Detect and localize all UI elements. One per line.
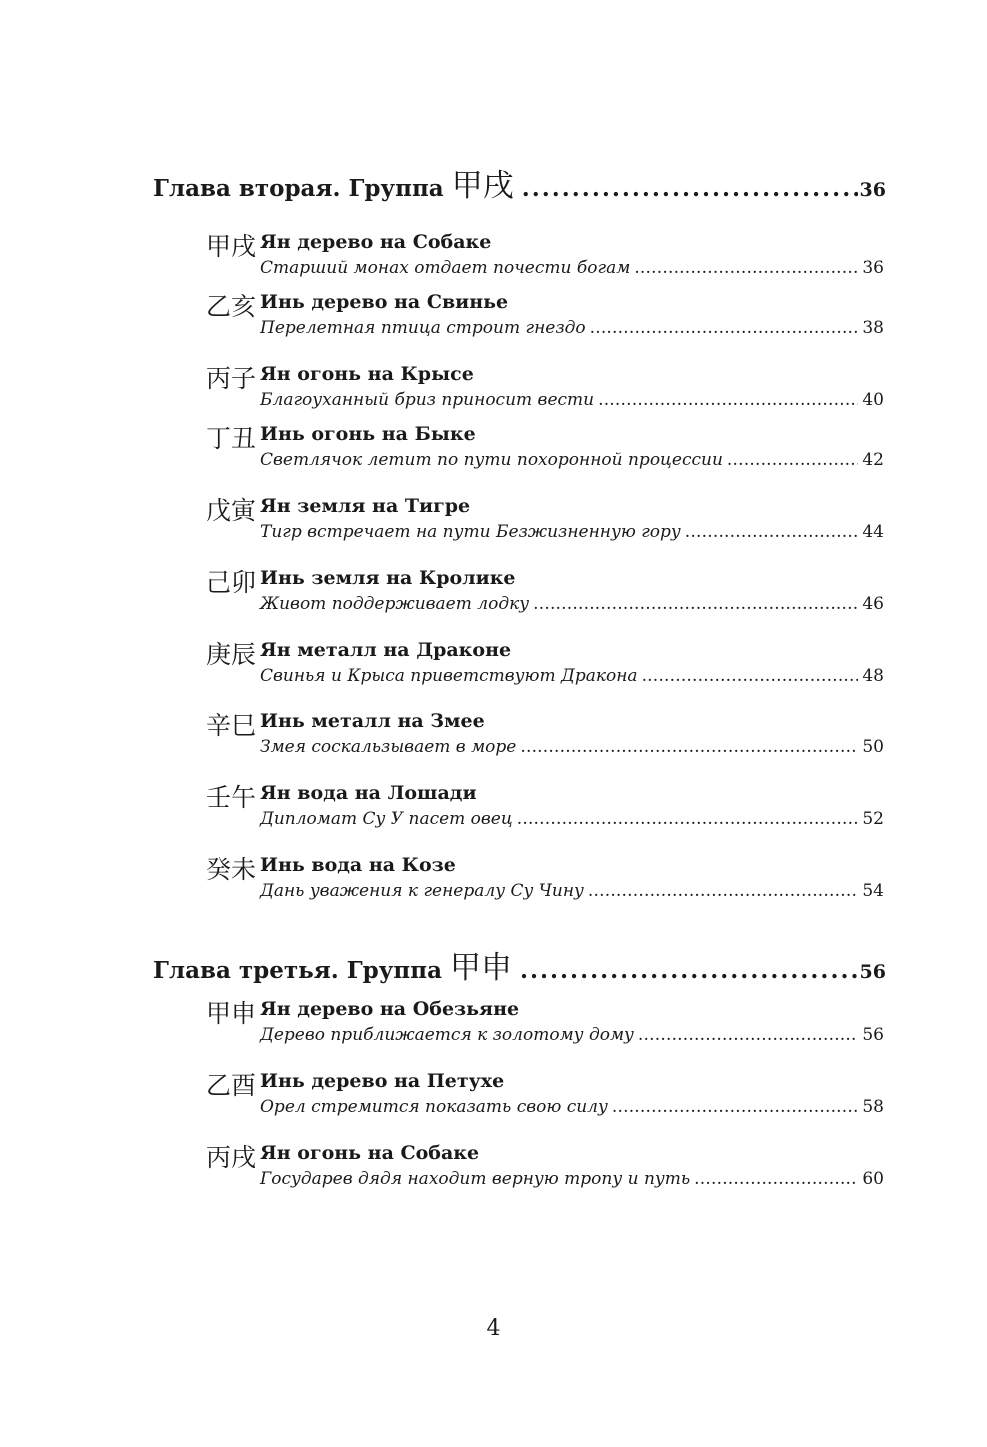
entry-hanzi: 甲申 xyxy=(205,999,256,1028)
entry-heading: Инь огонь на Быке xyxy=(260,423,476,445)
entry-subtitle: Старший монах отдает почести богам xyxy=(260,258,631,278)
entry-page-number: 48 xyxy=(862,666,884,686)
entry-hanzi: 庚辰 xyxy=(205,640,256,669)
entry-subtitle: Государев дядя находит верную тропу и путь xyxy=(260,1169,691,1189)
chapter-heading xyxy=(153,942,886,987)
entry-page-number: 36 xyxy=(862,258,884,278)
entry-hanzi: 甲戌 xyxy=(205,232,256,261)
entry-line xyxy=(260,1097,884,1117)
entry-heading: Инь металл на Змее xyxy=(260,710,485,732)
entry-line xyxy=(260,258,884,278)
dot-leader xyxy=(612,1097,858,1117)
entry-hanzi: 丁丑 xyxy=(205,424,256,453)
entry-hanzi: 丙戌 xyxy=(205,1143,256,1172)
entry-hanzi: 己卯 xyxy=(205,568,256,597)
entry-page-number: 44 xyxy=(862,522,884,542)
entry-subtitle: Змея соскальзывает в море xyxy=(260,737,517,757)
entry-subtitle: Дипломат Су У пасет овец xyxy=(260,809,513,829)
dot-leader xyxy=(642,666,859,686)
entry-hanzi: 丙子 xyxy=(205,364,256,393)
dot-leader xyxy=(590,318,859,338)
dot-leader xyxy=(727,450,858,470)
entry-line xyxy=(260,318,884,338)
entry-heading: Ян дерево на Обезьяне xyxy=(260,998,520,1020)
entry-subtitle: Дань уважения к генералу Су Чину xyxy=(260,881,584,901)
entry-heading: Ян дерево на Собаке xyxy=(260,231,492,253)
entry-page-number: 52 xyxy=(862,809,884,829)
entry-subtitle: Светлячок летит по пути похоронной процессии xyxy=(260,450,723,470)
entry-page-number: 56 xyxy=(862,1025,884,1045)
entry-heading: Ян металл на Драконе xyxy=(260,639,512,661)
entry-hanzi: 乙亥 xyxy=(205,292,256,321)
entry-line xyxy=(260,809,884,829)
entry-subtitle: Дерево приближается к золотому дому xyxy=(260,1025,634,1045)
entry-subtitle: Живот поддерживает лодку xyxy=(260,594,530,614)
dot-leader xyxy=(588,881,858,901)
dot-leader xyxy=(694,1169,858,1189)
dot-leader xyxy=(598,390,858,410)
entry-line xyxy=(260,1025,884,1045)
entry-line xyxy=(260,666,884,686)
entry-heading: Ян вода на Лошади xyxy=(260,782,477,804)
dot-leader xyxy=(634,258,858,278)
entry-page-number: 42 xyxy=(862,450,884,470)
entry-page-number: 38 xyxy=(862,318,884,338)
entry-heading: Ян земля на Тигре xyxy=(260,495,471,517)
chapter-page-number: 36 xyxy=(859,179,886,201)
entry-line xyxy=(260,737,884,757)
chapter-title: Глава вторая. Группа xyxy=(153,175,444,202)
entry-line xyxy=(260,1169,884,1189)
entry-page-number: 50 xyxy=(862,737,884,757)
entry-page-number: 46 xyxy=(862,594,884,614)
dot-leader xyxy=(520,957,858,984)
dot-leader xyxy=(517,809,859,829)
dot-leader xyxy=(522,175,858,202)
entry-heading: Инь земля на Кролике xyxy=(260,567,516,589)
entry-line xyxy=(260,450,884,470)
entry-heading: Инь дерево на Петухе xyxy=(260,1070,505,1092)
dot-leader xyxy=(533,594,858,614)
entry-page-number: 60 xyxy=(862,1169,884,1189)
chapter-page-number: 56 xyxy=(859,961,886,983)
dot-leader xyxy=(520,737,858,757)
dot-leader xyxy=(685,522,859,542)
chapter-hanzi: 甲戌 xyxy=(451,168,514,204)
dot-leader xyxy=(638,1025,858,1045)
chapter-hanzi: 甲申 xyxy=(449,950,512,986)
entry-heading: Инь вода на Козе xyxy=(260,854,456,876)
entry-subtitle: Тигр встречает на пути Безжизненную гору xyxy=(260,522,681,542)
entry-hanzi: 壬午 xyxy=(205,783,256,812)
entry-page-number: 54 xyxy=(862,881,884,901)
entry-page-number: 40 xyxy=(862,390,884,410)
entry-subtitle: Благоуханный бриз приносит вести xyxy=(260,390,595,410)
entry-page-number: 58 xyxy=(862,1097,884,1117)
entry-line xyxy=(260,390,884,410)
entry-hanzi: 癸未 xyxy=(205,855,256,884)
entry-heading: Инь дерево на Свинье xyxy=(260,291,509,313)
chapter-heading xyxy=(153,160,886,205)
entry-subtitle: Свинья и Крыса приветствуют Дракона xyxy=(260,666,638,686)
entry-subtitle: Перелетная птица строит гнездо xyxy=(260,318,586,338)
entry-line xyxy=(260,594,884,614)
entry-hanzi: 乙酉 xyxy=(205,1071,256,1100)
entry-hanzi: 辛巳 xyxy=(205,711,256,740)
entry-heading: Ян огонь на Крысе xyxy=(260,363,474,385)
entry-heading: Ян огонь на Собаке xyxy=(260,1142,480,1164)
entry-subtitle: Орел стремится показать свою силу xyxy=(260,1097,608,1117)
entry-line xyxy=(260,522,884,542)
entry-line xyxy=(260,881,884,901)
page-number: 4 xyxy=(486,1316,501,1341)
entry-hanzi: 戊寅 xyxy=(205,496,256,525)
chapter-title: Глава третья. Группа xyxy=(153,957,442,984)
